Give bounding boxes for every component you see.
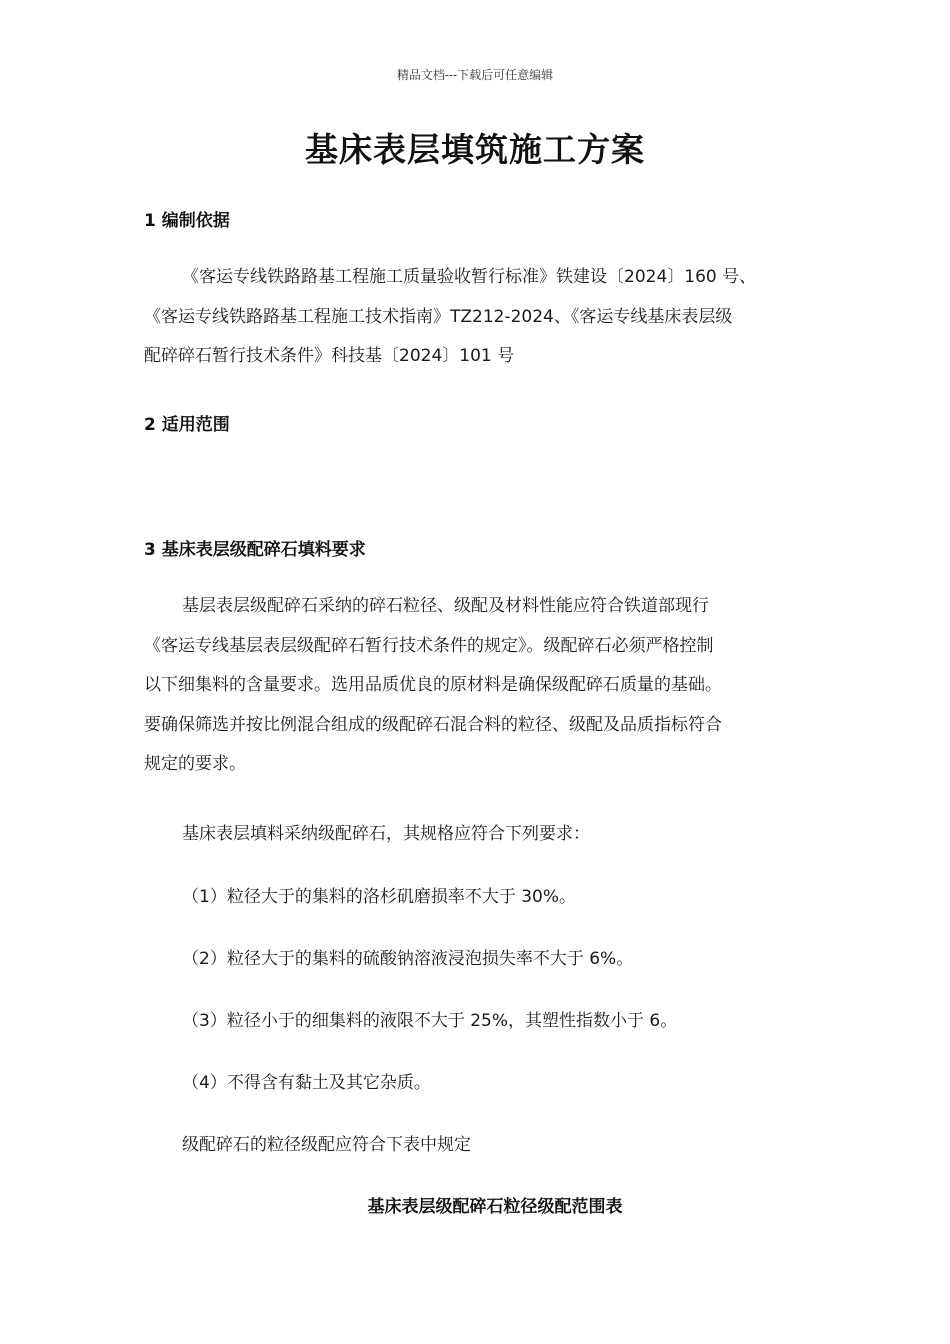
- paragraph-line: 配碎碎石暂行技术条件》科技基〔2024〕101 号: [144, 346, 515, 366]
- spec-item: （1）粒径大于的集料的洛杉矶磨损率不大于 30%。: [182, 887, 577, 907]
- section-heading-basis: 1 编制依据: [144, 211, 230, 231]
- document-title: 基床表层填筑施工方案: [305, 130, 645, 169]
- section-heading-scope: 2 适用范围: [144, 415, 230, 435]
- spec-item: （4）不得含有黏土及其它杂质。: [182, 1073, 431, 1093]
- section-heading-requirements: 3 基床表层级配碎石填料要求: [144, 540, 366, 560]
- requirements-paragraph: [144, 587, 804, 785]
- paragraph-line: 《客运专线铁路路基工程施工技术指南》TZ212-2024、《客运专线基床表层级: [144, 306, 733, 327]
- paragraph-line: 《客运专线铁路路基工程施工质量验收暂行标准》铁建设〔2024〕160 号、: [182, 267, 757, 287]
- spec-item: （2）粒径大于的集料的硫酸钠溶液浸泡损失率不大于 6%。: [182, 949, 634, 969]
- paragraph-line: 规定的要求。: [144, 754, 246, 774]
- spec-item: （3）粒径小于的细集料的液限不大于 25%，其塑性指数小于 6。: [182, 1011, 678, 1031]
- spec-intro: 基床表层填料采纳级配碎石，其规格应符合下列要求：: [182, 824, 590, 844]
- paragraph-line: 以下细集料的含量要求。选用品质优良的原材料是确保级配碎石质量的基础。: [144, 675, 722, 695]
- paragraph-line: 基层表层级配碎石采纳的碎石粒径、级配及材料性能应符合铁道部现行: [182, 596, 709, 616]
- header-note: 精品文档---下载后可任意编辑: [396, 68, 554, 82]
- paragraph-line: 《客运专线基层表层级配碎石暂行技术条件的规定》。级配碎石必须严格控制: [144, 635, 714, 656]
- table-title: 基床表层级配碎石粒径级配范围表: [367, 1197, 623, 1217]
- table-intro: 级配碎石的粒径级配应符合下表中规定: [182, 1135, 471, 1155]
- paragraph-line: 要确保筛选并按比例混合组成的级配碎石混合料的粒径、级配及品质指标符合: [144, 714, 722, 735]
- basis-paragraph: [144, 258, 804, 377]
